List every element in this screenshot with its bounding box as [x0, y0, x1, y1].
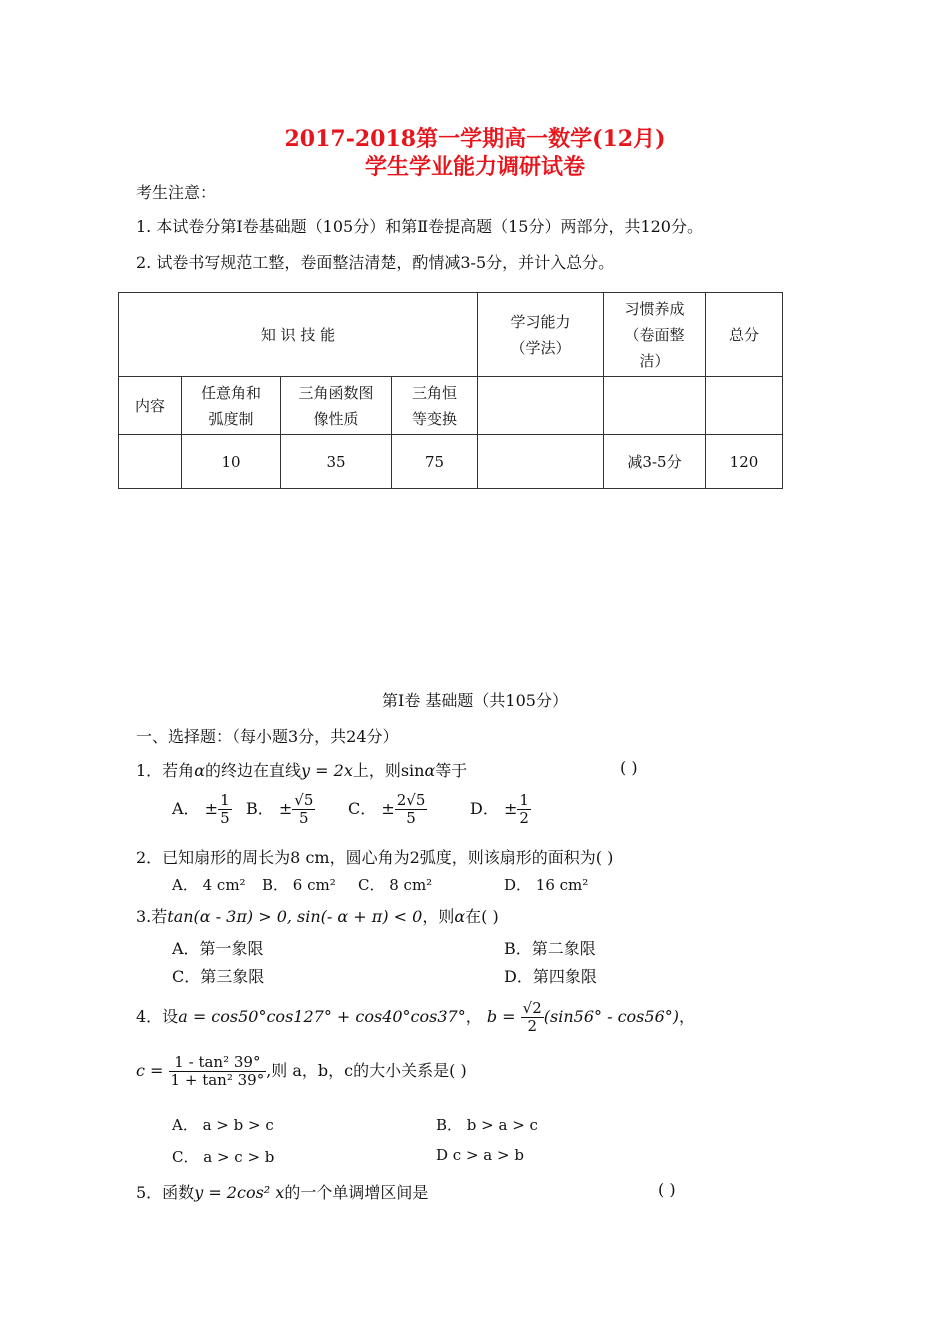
- cell-empty: [478, 435, 604, 489]
- topic-3-line2: 等变换: [411, 409, 457, 428]
- q1-option-a: [172, 792, 232, 827]
- q1-alpha-2: α: [424, 761, 436, 780]
- exam-title-line1: 2017-2018第一学期高一数学(12月): [284, 126, 666, 152]
- q1-option-b-pm: ±: [278, 799, 293, 818]
- row-label-content: 内容: [119, 377, 182, 435]
- q1-alpha: α: [194, 761, 205, 780]
- q1-option-a-pm: ±: [204, 799, 219, 818]
- q5-stem-a: 5．函数: [136, 1183, 195, 1202]
- q1-a-num: 1: [220, 791, 230, 809]
- q1-c-num: 2√5: [396, 791, 426, 809]
- q1-option-c-pm: ±: [381, 799, 395, 818]
- q4-stem-a: 4．设: [136, 1007, 179, 1026]
- q1-b-den: 5: [299, 809, 309, 827]
- q3-expression: tan(α - 3π) > 0, sin(- α + π) < 0: [167, 907, 423, 926]
- score-table: [118, 292, 783, 489]
- q1-d-num: 1: [519, 791, 529, 809]
- q4-b-prefix: b =: [486, 1007, 516, 1026]
- q1-equation: y = 2x: [301, 761, 353, 780]
- q2-option-b: B． 6 cm²: [262, 876, 336, 894]
- q5-stem-b: 的一个单调增区间是: [284, 1183, 429, 1202]
- q4-c-prefix: c =: [136, 1061, 164, 1080]
- q1-option-c-fraction: [395, 792, 428, 827]
- header-learning-line2: （学法）: [510, 338, 571, 357]
- q4-separator: ，: [465, 1007, 482, 1026]
- q2-option-a: A． 4 cm²: [172, 876, 246, 894]
- q4-option-b: B． b > a > c: [436, 1116, 538, 1134]
- notice-heading: 考生注意：: [136, 183, 217, 202]
- q2-option-d: D． 16 cm²: [504, 876, 589, 894]
- header-habit: [604, 293, 706, 377]
- q1-option-a-label: A．: [172, 799, 200, 818]
- q4-option-c: C． a > c > b: [172, 1148, 275, 1166]
- q3-alpha: α: [454, 907, 466, 926]
- notice-item-2: 2. 试卷书写规范工整，卷面整洁清楚，酌情减3-5分，并计入总分。: [136, 253, 615, 272]
- q1-stem: [136, 758, 467, 781]
- header-learning: [478, 293, 604, 377]
- q3-option-d: D．第四象限: [504, 967, 597, 986]
- q4-b-rest: (sin56° - cos56°): [543, 1007, 679, 1026]
- q4-c-tail: ,则 a，b，c的大小关系是( ): [266, 1061, 467, 1080]
- q4-c-line: [136, 1054, 467, 1089]
- q1-option-b-label: B．: [246, 799, 274, 818]
- q4-b-den: 2: [527, 1017, 537, 1035]
- q3-stem-a: 3.若: [136, 907, 168, 926]
- topic-3: [392, 377, 478, 435]
- q1-c-den: 5: [406, 809, 416, 827]
- mc-heading: 一、选择题：（每小题3分，共24分）: [136, 727, 399, 746]
- score-3: 75: [392, 435, 478, 489]
- part-title: 第Ⅰ卷 基础题（共105分）: [382, 691, 568, 710]
- q3-option-a: A．第一象限: [172, 939, 264, 958]
- topic-2-line1: 三角函数图: [298, 383, 374, 402]
- q4-a-expression: a = cos50°cos127° + cos40°cos37°: [178, 1007, 466, 1026]
- q4-c-den: 1 + tan² 39°: [170, 1071, 265, 1089]
- score-1: 10: [182, 435, 281, 489]
- topic-1-line1: 任意角和: [200, 383, 261, 402]
- topic-1-line2: 弧度制: [208, 409, 254, 428]
- q4-c-num: 1 - tan² 39°: [169, 1054, 267, 1072]
- q4-stem: [136, 1000, 695, 1035]
- cell-empty: [119, 435, 182, 489]
- q1-option-c: [348, 792, 427, 827]
- q1-a-den: 5: [220, 809, 230, 827]
- q3-stem-b: ，则: [422, 907, 455, 926]
- score-2: 35: [281, 435, 392, 489]
- topic-2-line2: 像性质: [313, 409, 359, 428]
- q1-option-d-fraction: [517, 792, 531, 827]
- header-knowledge: 知 识 技 能: [119, 293, 478, 377]
- q1-option-c-label: C．: [348, 799, 377, 818]
- q1-option-a-fraction: [218, 792, 232, 827]
- q1-d-den: 2: [519, 809, 529, 827]
- q4-option-a: A． a > b > c: [172, 1116, 274, 1134]
- q1-b-num: √5: [294, 791, 314, 809]
- q1-option-b: [246, 792, 315, 827]
- q1-stem-b: 的终边在直线: [205, 761, 302, 780]
- exam-title-line2: 学生学业能力调研试卷: [364, 154, 585, 180]
- q5-expression: y = 2cos² x: [194, 1183, 285, 1202]
- q4-tail: ，: [678, 1007, 695, 1026]
- score-total: 120: [706, 435, 783, 489]
- topic-3-line1: 三角恒: [411, 383, 457, 402]
- header-habit-line2: （卷面整: [624, 325, 685, 344]
- q2-option-c: C． 8 cm²: [358, 876, 433, 894]
- q4-b-num: √2: [522, 999, 542, 1017]
- q1-stem-a: 1．若角: [136, 761, 195, 780]
- notice-item-1: 1. 本试卷分第Ⅰ卷基础题（105分）和第Ⅱ卷提高题（15分）两部分，共120分。: [136, 217, 703, 236]
- header-learning-line1: 学习能力: [510, 312, 571, 331]
- q1-option-b-fraction: [292, 792, 315, 827]
- q3-stem: [136, 904, 499, 927]
- q5-answer-paren: ( ): [658, 1180, 676, 1199]
- q1-stem-d: 等于: [435, 761, 468, 780]
- cell-empty: [604, 377, 706, 435]
- score-habit: 减3-5分: [604, 435, 706, 489]
- q3-stem-c: 在( ): [465, 907, 499, 926]
- q1-stem-c: 上，则sin: [352, 761, 425, 780]
- header-total: 总分: [706, 293, 783, 377]
- q3-option-b: B．第二象限: [504, 939, 596, 958]
- cell-empty: [478, 377, 604, 435]
- header-habit-line3: 洁）: [639, 351, 670, 370]
- q1-option-d: [470, 792, 531, 827]
- cell-empty: [706, 377, 783, 435]
- q5-stem: [136, 1180, 428, 1203]
- header-habit-line1: 习惯养成: [624, 299, 685, 318]
- q3-option-c: C．第三象限: [172, 967, 265, 986]
- topic-1: [182, 377, 281, 435]
- q2-stem: 2．已知扇形的周长为8 cm，圆心角为2弧度，则该扇形的面积为( ): [136, 848, 614, 867]
- q4-option-d: D c > a > b: [436, 1146, 524, 1164]
- q4-c-fraction: [169, 1054, 267, 1089]
- q4-b-fraction: [521, 1000, 544, 1035]
- q1-option-d-label: D．: [470, 799, 499, 818]
- topic-2: [281, 377, 392, 435]
- q1-answer-paren: ( ): [620, 758, 638, 777]
- q1-option-d-pm: ±: [503, 799, 518, 818]
